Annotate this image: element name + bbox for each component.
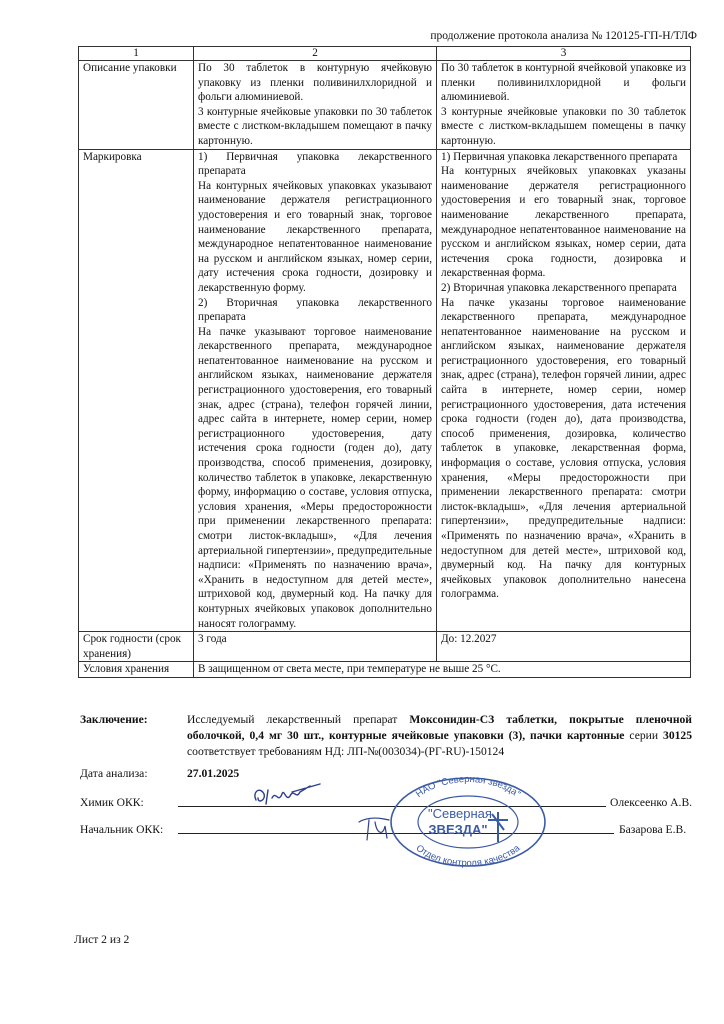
row-label: Маркировка [79,149,194,632]
head-name: Базарова Е.В. [619,823,687,836]
spec-table [78,46,691,678]
cell-paragraph: На контурных ячейковых упаковках указаны наименование держателя регистрационного удостоверения и его товарный знак, торговое наименование лекарственного препарата, международное непатентованное наименование на русском и английском языках, номер серии, дата истечения срока годности, дозировка и лекарственная форма. [441,165,686,280]
chemist-name: Олексеенко А.В. [610,796,693,809]
table-row-storage [79,662,691,678]
sheet-number: Лист 2 из 2 [74,933,130,946]
batch-number: 30125 [663,729,693,742]
cell-paragraph: 3 контурные ячейковые упаковки по 30 таблеток вместе с листком-вкладышем помещены в пачку картонную. [441,105,686,147]
cell-paragraph: 1) Первичная упаковка лекарственного препарата [441,150,678,163]
conclusion-text-part: Исследуемый лекарственный препарат [187,713,410,726]
analysis-date-label: Дата анализа: [80,767,148,780]
table-row-shelf-life [79,632,691,662]
cell-paragraph: На пачке указывают торговое наименование лекарственного препарата, международное непатентованное наименование на русском и английском языках, наименование держателя регистрационного удостоверения, его товарный знак, адрес (страна), телефон горячей линии, адрес сайта в интернете, номер серии, номер регистрационного удостоверения, дату истечения срока годности (годен до), дату производства, способ применения, дозировку, количество таблеток в упаковке, лекарственную форму, информацию о составе, условия отпуска, условия хранения, «Меры предосторожности при применении лекарственного препарата: смотри листок-вкладыш», «Для лечения артериальной гипертензии», предупредительные надписи: «Применять по назначению врача», «Хранить в недоступном для детей месте», штриховой код, двумерный код. На пачку для контурных ячейковых упаковок дополнительно наносят голограмму. [198,325,432,630]
chemist-signature [250,780,330,810]
analysis-date-value: 27.01.2025 [187,767,240,780]
column-number: 2 [194,47,437,61]
stamp-bottom-text: Отдел контроля качества [413,842,523,868]
result-cell [437,61,691,150]
column-number: 1 [79,47,194,61]
conclusion-label: Заключение: [80,713,148,726]
requirement-cell: 3 года [194,632,437,662]
requirement-cell [194,149,437,632]
conclusion-text-part: серии [624,729,664,742]
svg-text:Отдел контроля качества [414,842,523,868]
merged-cell: В защищенном от света месте, при температуре не выше 25 °С. [194,662,691,678]
cell-paragraph: На пачке указаны торговое наименование лекарственного препарата, международное непатентованное наименование на русском и английском языках, наименование держателя регистрационного удостоверения, его товарный знак, адрес (страна), телефон горячей линии, адрес сайта в интернете, номер серии, номер регистрационного удостоверения, дата истечения срока годности (годен до), дата производства, способ применения, дозировка, количество таблеток в упаковке, лекарственная форма, информация о составе, условия отпуска, условия хранения, «Меры предосторожности при применении лекарственного препарата: смотри листок-вкладыш», «Для лечения артериальной гипертензии», предупредительные надписи: «Применять по назначению врача», «Хранить в недоступном для детей месте», штриховой код, двумерный код. На пачку для контурных ячейковых упаковок дополнительно нанесена голограмма. [441,296,686,601]
company-stamp [388,772,548,868]
cell-paragraph: 3 контурные ячейковые упаковки по 30 таблеток вместе с листком-вкладышем помещают в пачку картонную. [198,105,432,147]
stamp-top-text: НАО "Северная звезда" [413,773,523,801]
result-cell [437,149,691,632]
row-label: Условия хранения [79,662,194,678]
protocol-continuation-note: продолжение протокола анализа № 120125-ГП-Н/ТЛФ [430,30,697,42]
cell-paragraph: 2) Вторичная упаковка лекарственного препарата [198,296,432,324]
stamp-center-line2: ЗВЕЗДА" [428,822,488,837]
column-numbers-row [79,47,691,61]
conclusion-block [80,712,692,760]
cell-paragraph: По 30 таблеток в контурную ячейковую упаковку из пленки поливинилхлоридной и фольги алюминиевой. [198,62,432,104]
product-name: Моксонидин-СЗ таблетки, покрытые пленочной оболочкой, 0,4 мг 30 шт., контурные ячейковые упаковки (3), пачки картонные [187,713,692,742]
cell-paragraph: По 30 таблеток в контурной ячейковой упаковке из пленки поливинилхлоридной и фольги алюминиевой. [441,62,686,104]
row-label: Описание упаковки [79,61,194,150]
result-cell: До: 12.2027 [437,632,691,662]
table-row-marking [79,149,691,632]
conclusion-text [187,712,692,760]
requirement-cell [194,61,437,150]
column-number: 3 [437,47,691,61]
cell-paragraph: 1) Первичная упаковка лекарственного препарата [198,150,432,178]
table-row-packaging [79,61,691,150]
cell-paragraph: 2) Вторичная упаковка лекарственного препарата [441,281,677,294]
conclusion-text-part: соответствует требованиям НД: ЛП-№(003034)-(РГ-RU)-150124 [187,745,505,758]
head-label: Начальник ОКК: [80,823,164,836]
cell-paragraph: На контурных ячейковых упаковках указывают наименование держателя регистрационного удостоверения и его товарный знак, торговое наименование лекарственного препарата, международное непатентованное наименование на русском и английском языках, номер серии, дату истечения срока годности, дозировку и лекарственную форму. [198,179,432,294]
chemist-label: Химик ОКК: [80,796,144,809]
row-label: Срок годности (срок хранения) [79,632,194,662]
stamp-center-line1: "Северная [428,806,492,821]
